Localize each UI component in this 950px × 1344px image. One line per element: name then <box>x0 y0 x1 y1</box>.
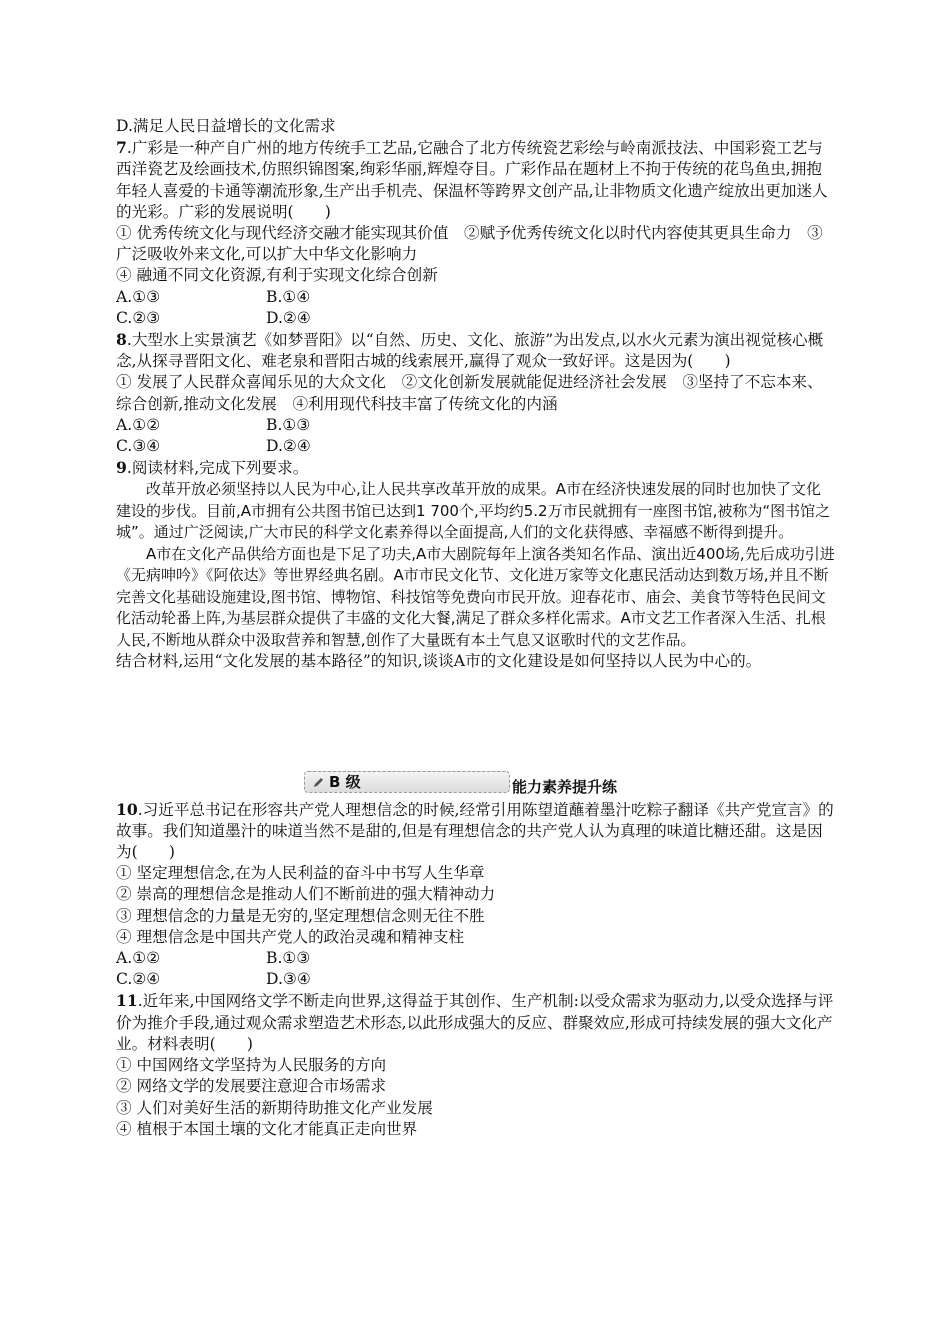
q8-stem-text: .大型水上实景演艺《如梦晋阳》以“自然、历史、文化、旅游”为出发点,以水火元素为演出视觉核心概念,从探寻晋阳文化、难老泉和晋阳古城的线索展开,赢得了观众一致好评。这是因为( ) <box>116 331 824 371</box>
q9-number: 9 <box>116 458 127 478</box>
level-b-title: 能力素养提升练 <box>512 777 618 796</box>
q8-number: 8 <box>116 330 127 350</box>
q8-option-b: B.①③ <box>266 415 311 434</box>
q10-option-d: D.③④ <box>266 970 311 989</box>
q11-statement-2: ② 网络文学的发展要注意迎合市场需求 <box>116 1077 387 1096</box>
pen-icon <box>313 776 325 788</box>
q8-option-d: D.②④ <box>266 437 311 456</box>
q7-option-b: B.①④ <box>266 287 311 306</box>
document-page <box>116 116 836 1140</box>
q7-options-row-2 <box>116 308 836 329</box>
q10-option-c: C.②④ <box>116 970 161 989</box>
q11-number: 11 <box>116 991 138 1011</box>
q8-options-row-1 <box>116 415 836 436</box>
q10-statement-3: ③ 理想信念的力量是无穷的,坚定理想信念则无往不胜 <box>116 906 485 925</box>
q8-option-a: A.①② <box>116 415 161 434</box>
q8-options-row-2 <box>116 436 836 457</box>
q11-stem <box>116 990 836 1055</box>
q10-stem-text: .习近平总书记在形容共产党人理想信念的时候,经常引用陈望道蘸着墨汁吃粽子翻译《共产党宣言》的故事。我们知道墨汁的味道当然不是甜的,但是有理想信念的共产党人认为真理的味道比糖还甜。这是因为( ) <box>116 800 834 862</box>
q10-number: 10 <box>116 799 138 819</box>
q7-stem-text: .广彩是一种产自广州的地方传统手工艺品,它融合了北方传统瓷艺彩绘与岭南派技法、中国彩瓷工艺与西洋瓷艺及绘画技术,仿照织锦图案,绚彩华丽,辉煌夺目。广彩作品在题材上不拘于传统的花鸟鱼虫,拥抱年轻人喜爱的卡通等潮流形象,生产出手机壳、保温杯等跨界文创产品,让非物质文化遗产绽放出更加迷人的光彩。广彩的发展说明( ) <box>116 139 828 221</box>
q6-option-d: D.满足人民日益增长的文化需求 <box>116 117 336 135</box>
q10-option-b: B.①③ <box>266 949 311 968</box>
q7-option-c: C.②③ <box>116 308 161 327</box>
q11-stem-text: .近年来,中国网络文学不断走向世界,这得益于其创作、生产机制:以受众需求为驱动力,以受众选择与评价为推介手段,通过观众需求塑造艺术形态,以此形成强大的反应、群聚效应,形成可持续发展的强大文化产业。材料表明( ) <box>116 992 834 1053</box>
q7-options-row-1 <box>116 287 836 308</box>
q8-option-c: C.③④ <box>116 437 161 456</box>
q10-option-a: A.①② <box>116 949 161 968</box>
q9-material-paragraph-2: A市在文化产品供给方面也是下足了功夫,A市大剧院每年上演各类知名作品、演出近400场,先后成功引进《无病呻吟》《阿依达》等世界经典名剧。A市市民文化节、文化进万家等文化惠民活动达到数万场,并且不断完善文化基础设施建设,图书馆、博物馆、科技馆等免费向市民开放。迎春花市、庙会、美食节等特色民间文化活动轮番上阵,为基层群众提供了丰盛的文化大餐,满足了群众多样化需求。A市文艺工作者深入生活、扎根人民,不断地从群众中汲取营养和智慧,创作了大量既有本土气息又讴歌时代的文艺作品。 <box>116 544 835 649</box>
q11-statement-4: ④ 植根于本国土壤的文化才能真正走向世界 <box>116 1119 418 1138</box>
q10-options-row-2 <box>116 969 836 990</box>
q9-stem-text: .阅读材料,完成下列要求。 <box>126 459 309 478</box>
q7-number: 7 <box>116 138 127 158</box>
q7-statement-1: ① 优秀传统文化与现代经济交融才能实现其价值 ②赋予优秀传统文化以时代内容使其更具生命力 ③广泛吸收外来文化,可以扩大中华文化影响力 <box>116 224 823 264</box>
q10-statement-1: ① 坚定理想信念,在为人民利益的奋斗中书写人生华章 <box>116 864 485 883</box>
q11-statement-3: ③ 人们对美好生活的新期待助推文化产业发展 <box>116 1098 433 1117</box>
q10-options-row-1 <box>116 948 836 969</box>
q10-statement-4: ④ 理想信念是中国共产党人的政治灵魂和精神支柱 <box>116 927 465 946</box>
q7-statement-2: ④ 融通不同文化资源,有利于实现文化综合创新 <box>116 266 438 285</box>
level-b-badge <box>304 771 510 793</box>
answer-space <box>116 673 836 771</box>
q9-stem <box>116 457 836 479</box>
q10-statement-2: ② 崇高的理想信念是推动人们不断前进的强大精神动力 <box>116 885 496 904</box>
level-b-badge-text: B 级 <box>329 772 361 791</box>
q9-material-paragraph-1: 改革开放必须坚持以人民为中心,让人民共享改革开放的成果。A市在经济快速发展的同时也加快了文化建设的步伐。目前,A市拥有公共图书馆已达到1 700个,平均约5.2万市民就拥有一座图书馆,被称为“图书馆之城”。通过广泛阅读,广大市民的科学文化素养得以全面提高,人们的文化获得感、幸福感不断得到提升。 <box>116 480 831 542</box>
q10-stem <box>116 799 836 864</box>
q7-stem <box>116 137 836 223</box>
q7-option-a: A.①③ <box>116 287 161 306</box>
q8-stem <box>116 329 836 372</box>
q11-statement-1: ① 中国网络文学坚持为人民服务的方向 <box>116 1056 387 1075</box>
level-b-banner <box>116 772 836 799</box>
q9-requirement: 结合材料,运用“文化发展的基本路径”的知识,谈谈A市的文化建设是如何坚持以人民为中心的。 <box>116 652 762 671</box>
q8-statements: ① 发展了人民群众喜闻乐见的大众文化 ②文化创新发展就能促进经济社会发展 ③坚持了不忘本来、综合创新,推动文化发展 ④利用现代科技丰富了传统文化的内涵 <box>116 373 823 413</box>
q7-option-d: D.②④ <box>266 308 311 327</box>
